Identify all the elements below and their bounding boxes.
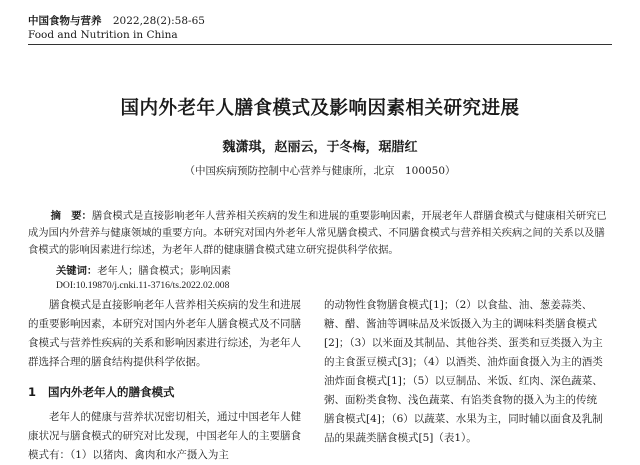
right-column	[324, 296, 606, 448]
section-body	[28, 408, 310, 465]
right-column-paragraph: 的动物性食物膳食模式[1]；（2）以食盐、油、葱姜蒜类、糖、醋、酱油等调味品及米饭摄入为主的调味料类膳食模式[2]；（3）以米面及其制品、其他谷类、蛋类和豆类摄入为主的主食蛋豆模式[3]；（4）以酒类、油炸面食摄入为主的酒类油炸面食模式[1]；（5）以豆制品、米饭、红肉、深色蔬菜、粥、面粉类食物、浅色蔬菜、有馅类食物的摄入为主的传统膳食模式[4]；（6）以蔬菜、水果为主，同时辅以面食及乳制品的果蔬类膳食模式[5]（表1）。	[324, 299, 603, 444]
abstract-label: 摘 要：	[50, 210, 92, 222]
journal-name-cn: 中国食物与营养	[28, 15, 102, 27]
left-column	[28, 296, 310, 372]
keywords-label: 关键词：	[56, 265, 98, 277]
intro-paragraph: 膳食模式是直接影响老年人营养相关疾病的发生和进展的重要影响因素，本研究对国内外老年人膳食模式及不同膳食模式与营养性疾病的关系和影响因素进行综述，为老年人群选择合理的膳食结构提供科学依据。	[28, 299, 301, 368]
section-heading	[28, 384, 175, 400]
keywords-text: 老年人；膳食模式；影响因素	[97, 265, 232, 277]
abstract-text: 膳食模式是直接影响老年人营养相关疾病的发生和进展的重要影响因素，开展老年人群膳食模式与健康相关研究已成为国内外营养与健康领域的重要方向。本研究对国内外老年人常见膳食模式、不同膳食模式与营养相关疾病之间的关系以及膳食模式的影响因素进行综述，为老年人群的健康膳食模式建立研究提供科学依据。	[28, 210, 607, 256]
header-rule	[28, 44, 612, 45]
abstract	[28, 208, 612, 259]
article-authors: 魏潇琪，赵丽云，于冬梅，琚腊红	[222, 140, 418, 155]
journal-header	[28, 14, 205, 42]
article-affiliation: （中国疾病预防控制中心营养与健康所，北京 100050）	[184, 165, 456, 177]
journal-issue: 2022,28(2):58-65	[112, 15, 205, 27]
section-paragraph: 老年人的健康与营养状况密切相关，通过中国老年人健康状况与膳食模式的研究对比发现，中国老年人的主要膳食模式有：（1）以猪肉、禽肉和水产摄入为主	[28, 411, 301, 461]
section-title: 国内外老年人的膳食模式	[48, 385, 175, 399]
section-number: 1	[28, 385, 37, 399]
article-title: 国内外老年人膳食模式及影响因素相关研究进展	[120, 98, 520, 119]
journal-name-en: Food and Nutrition in China	[28, 29, 178, 41]
doi: DOI:10.19870/j.cnki.11-3716/ts.2022.02.008	[56, 280, 230, 291]
keywords	[56, 262, 231, 277]
